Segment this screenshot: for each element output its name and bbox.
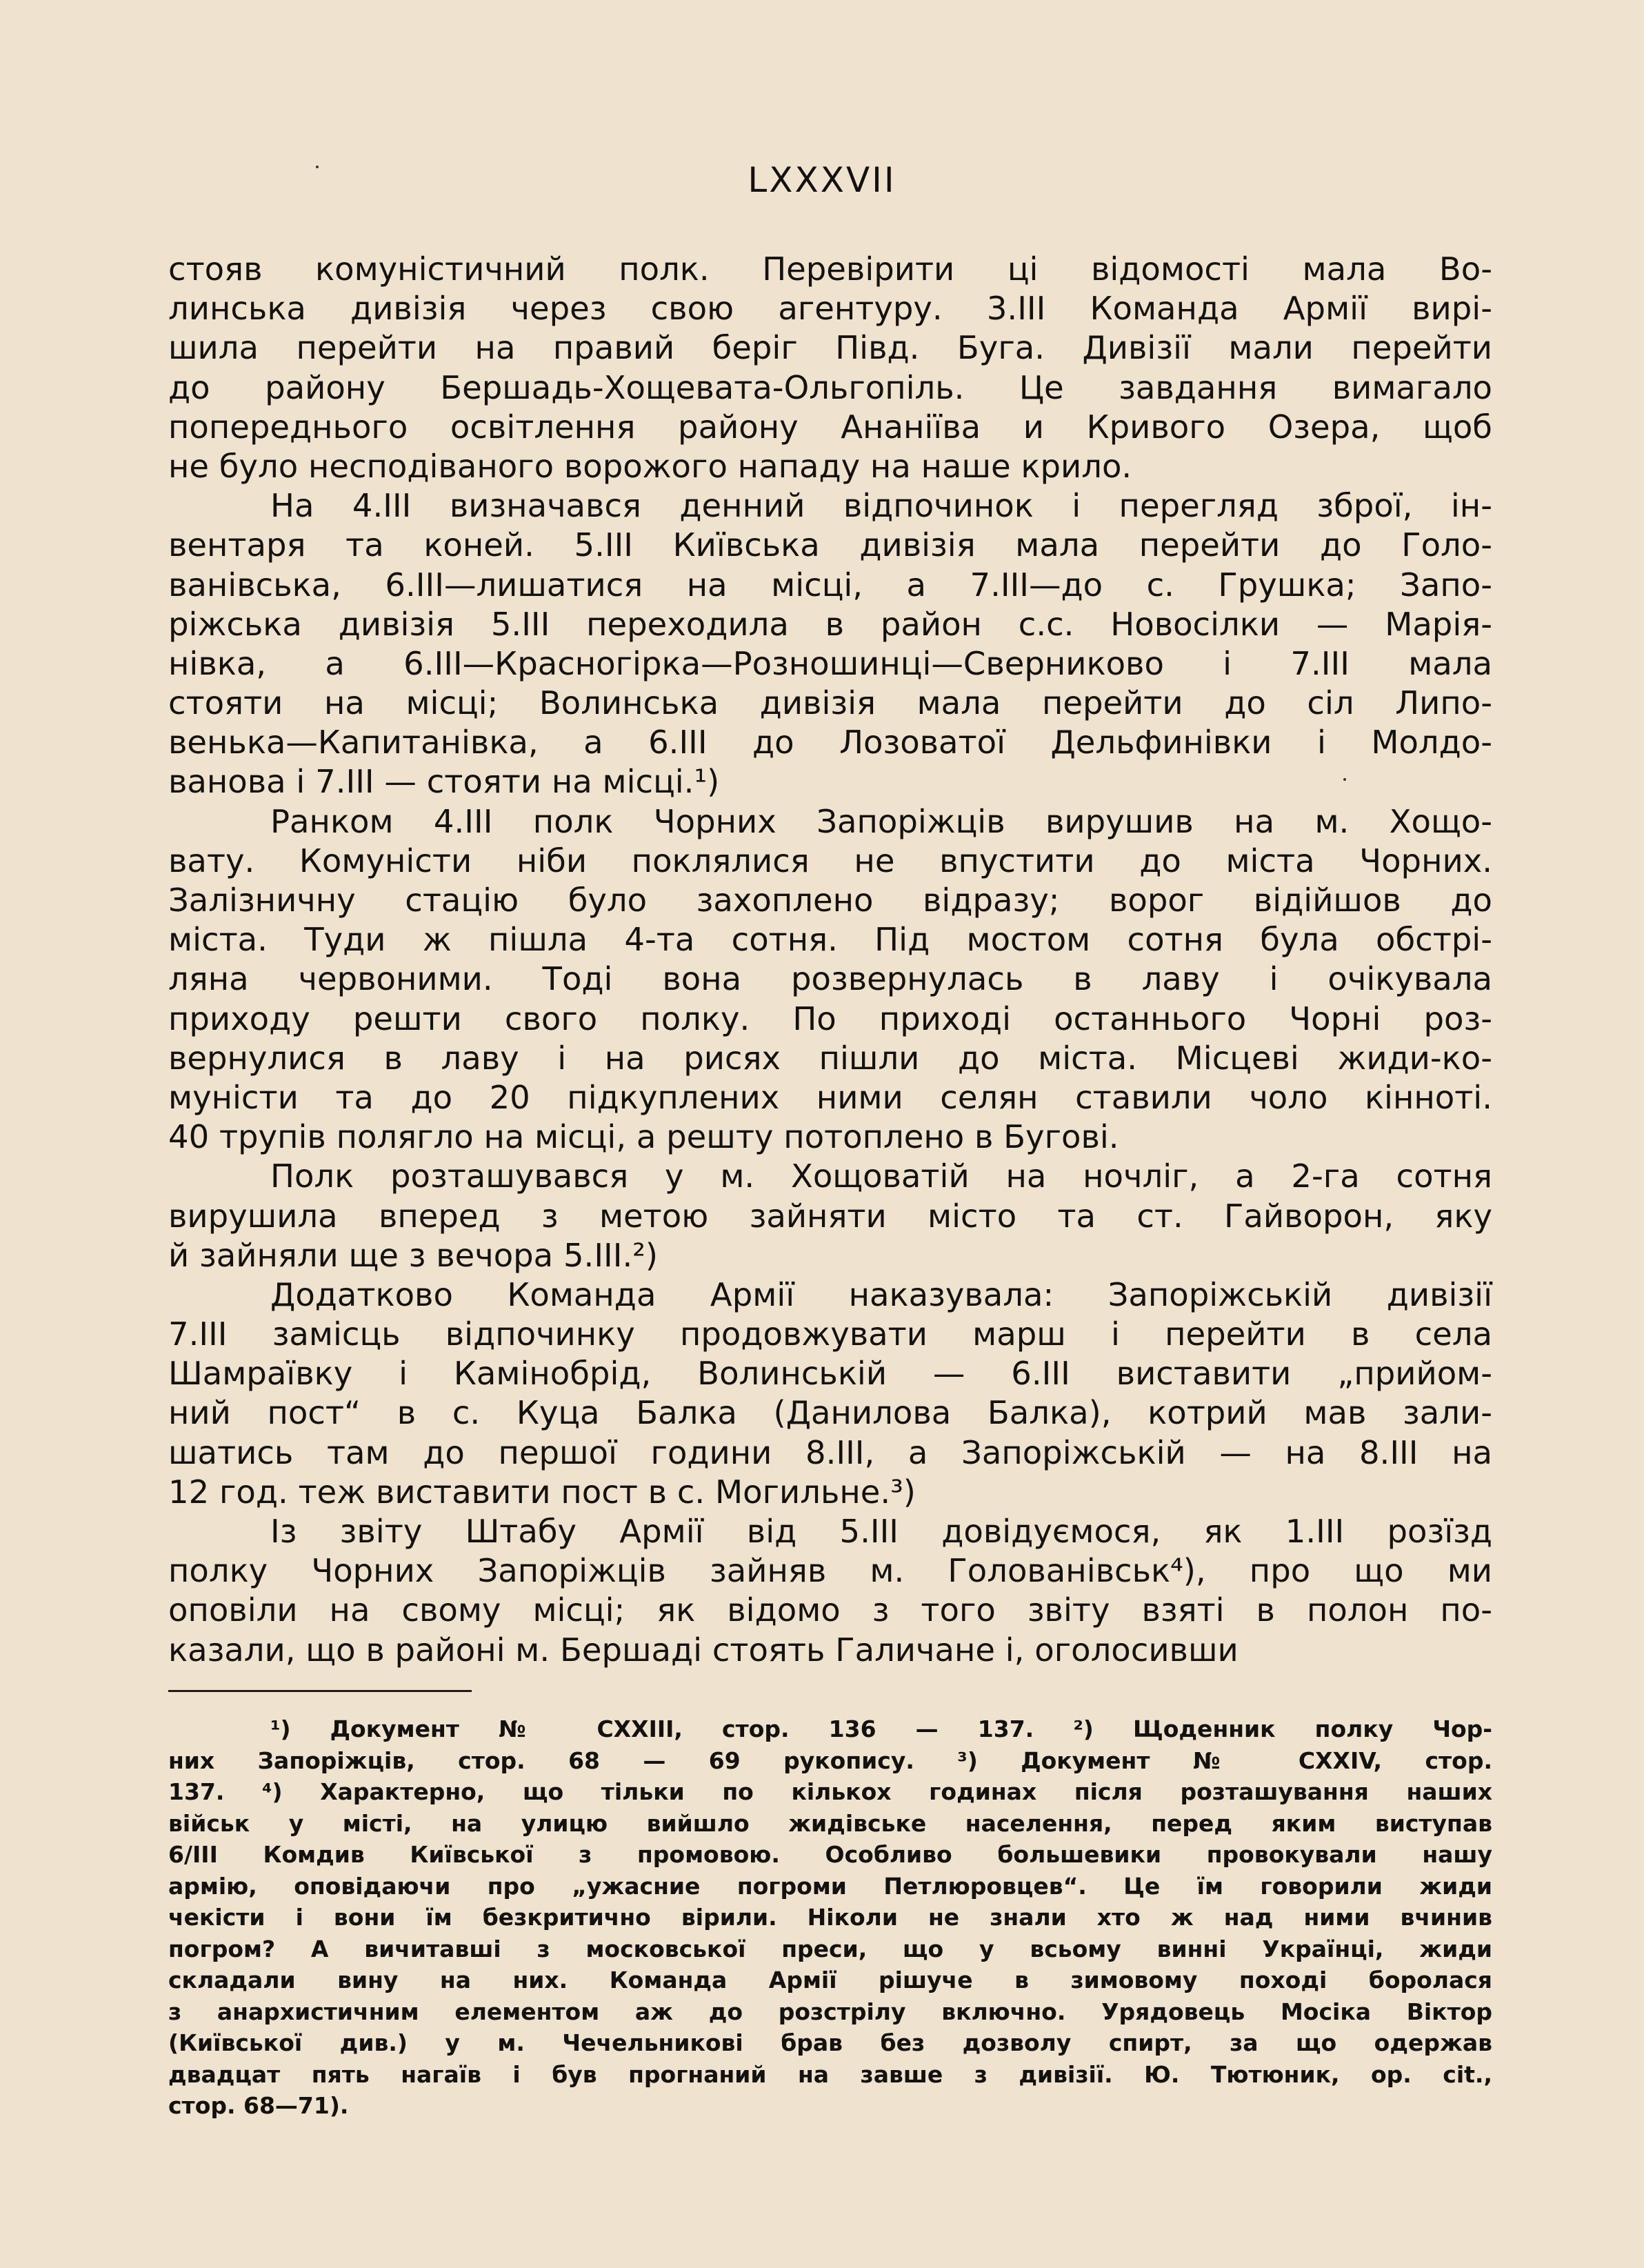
text-line: 12 год. теж виставити пост в с. Могильне.³): [168, 1473, 916, 1511]
text-line: вентаря та коней. 5.III Київська дивізія мала перейти до Голо-: [168, 526, 1492, 564]
text-line: Шамраївку і Камінобрід, Волинській — 6.III виставити „прийом-: [168, 1355, 1492, 1393]
footnote-line: чекісти і вони їм безкритично вірили. Ніколи не знали хто ж над ними вчинив: [168, 1904, 1492, 1931]
text-line: вернулися в лаву і на рисях пішли до міста. Місцеві жиди-ко-: [168, 1039, 1492, 1077]
text-line: нівка, а 6.III—Красногірка—Розношинці—Сверниково і 7.III мала: [168, 644, 1492, 682]
text-line: линська дивізія через свою агентуру. 3.III Команда Армії вирі-: [168, 290, 1492, 328]
footnote-line: погром? А вичитавші з московської преси, що у всьому винні Українці, жиди: [168, 1935, 1492, 1962]
text-line: шатись там до першої години 8.III, а Запоріжській — на 8.III на: [168, 1433, 1492, 1471]
text-line: оповіли на свому місці; як відомо з того звіту взяті в полон по-: [168, 1591, 1492, 1629]
text-line: муністи та до 20 підкуплених ними селян ставили чоло кінноті.: [168, 1078, 1492, 1116]
text-line: полку Чорних Запоріжців зайняв м. Голованівськ⁴), про що ми: [168, 1552, 1492, 1590]
footnote-divider: [168, 1690, 472, 1692]
text-line: вату. Комуністи ніби поклялися не впустити до міста Чорних.: [168, 842, 1492, 879]
footnote-line: двадцат пять нагаїв і був прогнаний на завше з дивізії. Ю. Тютюник, ор. cit.,: [168, 2060, 1492, 2088]
text-line: ляна червоними. Тоді вона розвернулась в лаву і очікувала: [168, 960, 1492, 998]
footnote-line: ¹) Документ № CXXIII, стор. 136 — 137. ²) Щоденник полку Чор-: [270, 1715, 1492, 1742]
text-line: Із звіту Штабу Армії від 5.III довідуємося, як 1.III розїзд: [270, 1513, 1492, 1550]
footnotes: [168, 1713, 1492, 2122]
text-line: вирушила вперед з метою зайняти місто та ст. Гайворон, яку: [168, 1197, 1492, 1235]
footnote-line: складали вину на них. Команда Армії рішуче в зимовому поході боролася: [168, 1967, 1492, 1993]
text-line: На 4.III визначався денний відпочинок і перегляд зброї, ін-: [270, 487, 1492, 525]
footnote-line: (Київської див.) у м. Чечельникові брав без дозволу спирт, за що одержав: [168, 2029, 1492, 2056]
text-line: ний пост“ в с. Куца Балка (Данилова Балка), котрий мав зали-: [168, 1394, 1492, 1432]
footnote-line: військ у місті, на улицю вийшло жидівське населення, перед яким виступав: [168, 1809, 1492, 1837]
footnote-line: армію, оповідаючи про „ужасние погроми Петлюровцев“. Це їм говорили жиди: [168, 1872, 1492, 1900]
footnote-line: 6/III Комдив Київської з промовою. Особливо большевики провокували нашу: [168, 1841, 1492, 1868]
text-line: Залізничну стацію було захоплено відразу; ворог відійшов до: [168, 882, 1492, 919]
scan-speck: [316, 166, 319, 168]
text-line: попереднього освітлення району Ананіїва и Кривого Озера, щоб: [168, 408, 1492, 446]
text-line: не було несподіваного ворожого нападу на наше крило.: [168, 447, 1132, 485]
text-line: 7.III замісць відпочинку продовжувати марш і перейти в села: [168, 1315, 1492, 1353]
footnote-line: стор. 68—71).: [168, 2092, 349, 2119]
text-line: Додатково Команда Армії наказувала: Запоріжській дивізії: [270, 1275, 1492, 1313]
text-line: ванівська, 6.III—лишатися на місці, а 7.III—до с. Грушка; Запо-: [168, 566, 1492, 604]
text-line: шила перейти на правий беріг Півд. Буга. Дивізії мали перейти: [168, 329, 1492, 367]
text-line: стояти на місці; Волинська дивізія мала перейти до сіл Липо-: [168, 684, 1492, 722]
main-text: [168, 250, 1492, 1670]
footnote-line: 137. ⁴) Характерно, що тільки по кількох годинах після розташування наших: [168, 1778, 1492, 1805]
text-line: міста. Туди ж пішла 4-та сотня. Під мостом сотня була обстрі-: [168, 921, 1492, 959]
text-line: 40 трупів полягло на місці, а решту потоплено в Бугові.: [168, 1118, 1119, 1156]
text-line: венька—Капитанівка, а 6.III до Лозоватої Дельфинівки і Молдо-: [168, 724, 1492, 762]
text-line: ріжська дивізія 5.III переходила в район с.с. Новосілки — Марія-: [168, 605, 1492, 643]
footnote-line: них Запоріжців, стор. 68 — 69 рукопису. ³) Документ № CXXIV, стор.: [168, 1747, 1492, 1774]
text-line: ванова і 7.III — стояти на місці.¹): [168, 763, 720, 801]
text-line: казали, що в районі м. Бершаді стоять Галичане і, оголосивши: [168, 1631, 1239, 1669]
text-line: до району Бершадь-Хощевата-Ольгопіль. Це завдання вимагало: [168, 368, 1492, 406]
text-line: й зайняли ще з вечора 5.III.²): [168, 1236, 659, 1274]
footnote-line: з анархистичним елементом аж до розстрілу включно. Урядовець Мосіка Віктор: [168, 1998, 1492, 2025]
text-line: приходу решти свого полку. По приході останнього Чорні роз-: [168, 999, 1492, 1037]
text-line: Ранком 4.III полк Чорних Запоріжців вирушив на м. Хощо-: [270, 802, 1492, 840]
text-line: Полк розташувався у м. Хощоватій на ночліг, а 2-га сотня: [270, 1157, 1492, 1195]
text-line: стояв комуністичний полк. Перевірити ці відомості мала Во-: [168, 250, 1492, 288]
page-number: LXXXVII: [748, 160, 896, 200]
